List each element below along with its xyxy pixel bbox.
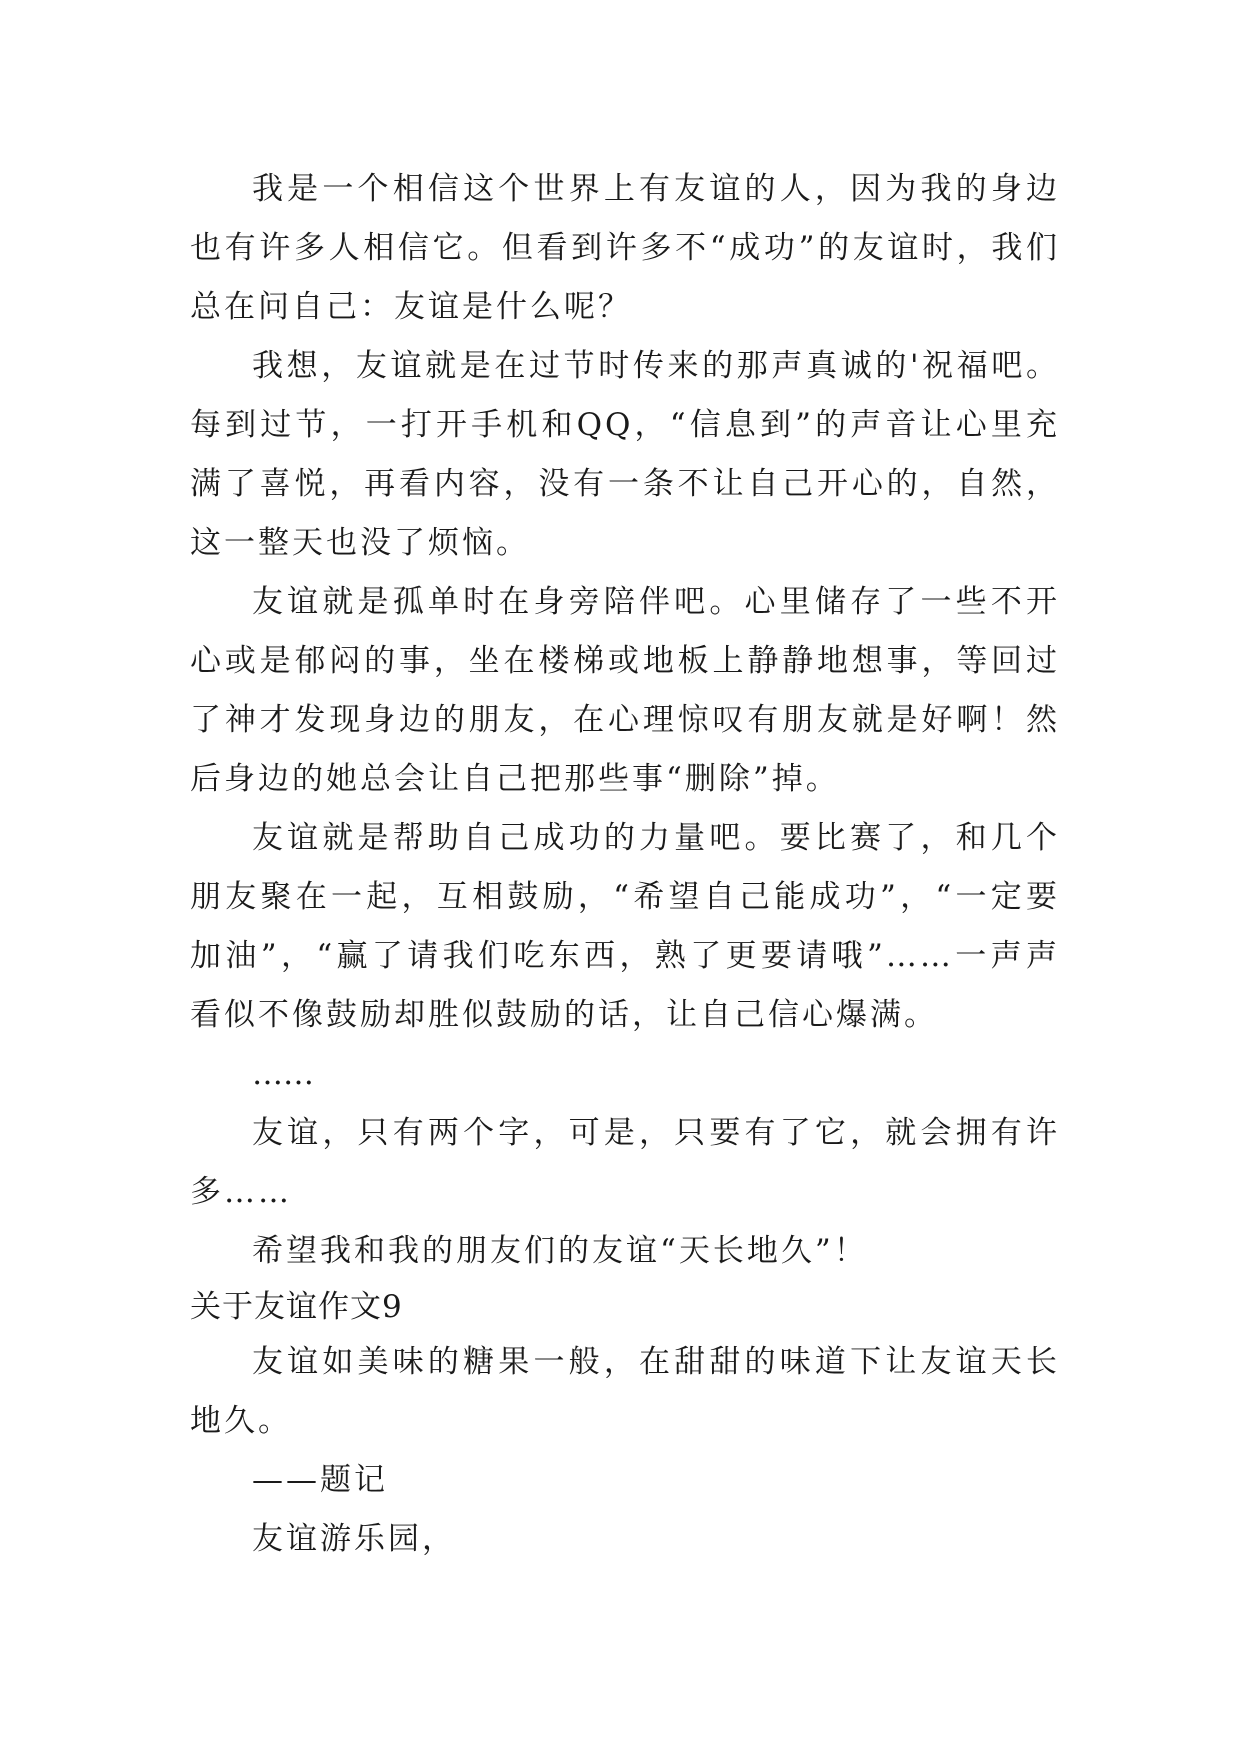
section-title: 关于友谊作文9 [190, 1289, 403, 1325]
section-paragraph-2: 友谊游乐园， [252, 1521, 456, 1557]
document-body [190, 160, 1060, 1569]
paragraph-5: 友谊，只有两个字，可是，只要有了它，就会拥有许多…… [190, 1115, 1060, 1210]
section-paragraph-1: 友谊如美味的糖果一般，在甜甜的味道下让友谊天长地久。 [190, 1344, 1060, 1439]
paragraph-1: 我是一个相信这个世界上有友谊的人，因为我的身边也有许多人相信它。但看到许多不“成功”的友谊时，我们总在问自己：友谊是什么呢？ [190, 171, 1060, 325]
paragraph-6: 希望我和我的朋友们的友谊“天长地久”！ [252, 1233, 868, 1269]
paragraph-3: 友谊就是孤单时在身旁陪伴吧。心里储存了一些不开心或是郁闷的事，坐在楼梯或地板上静静地想事，等回过了神才发现身边的朋友，在心理惊叹有朋友就是好啊！然后身边的她总会让自己把那些事“删除”掉。 [190, 584, 1060, 797]
paragraph-4: 友谊就是帮助自己成功的力量吧。要比赛了，和几个朋友聚在一起，互相鼓励，“希望自己能成功”，“一定要加油”，“赢了请我们吃东西，熟了更要请哦”……一声声看似不像鼓励却胜似鼓励的话，让自己信心爆满。 [190, 820, 1060, 1033]
paragraph-2: 我想，友谊就是在过节时传来的那声真诚的'祝福吧。每到过节，一打开手机和QQ，“信息到”的声音让心里充满了喜悦，再看内容，没有一条不让自己开心的，自然，这一整天也没了烦恼。 [190, 348, 1060, 561]
ellipsis-line: …… [252, 1056, 314, 1092]
epigraph-attribution: ——题记 [252, 1462, 388, 1498]
